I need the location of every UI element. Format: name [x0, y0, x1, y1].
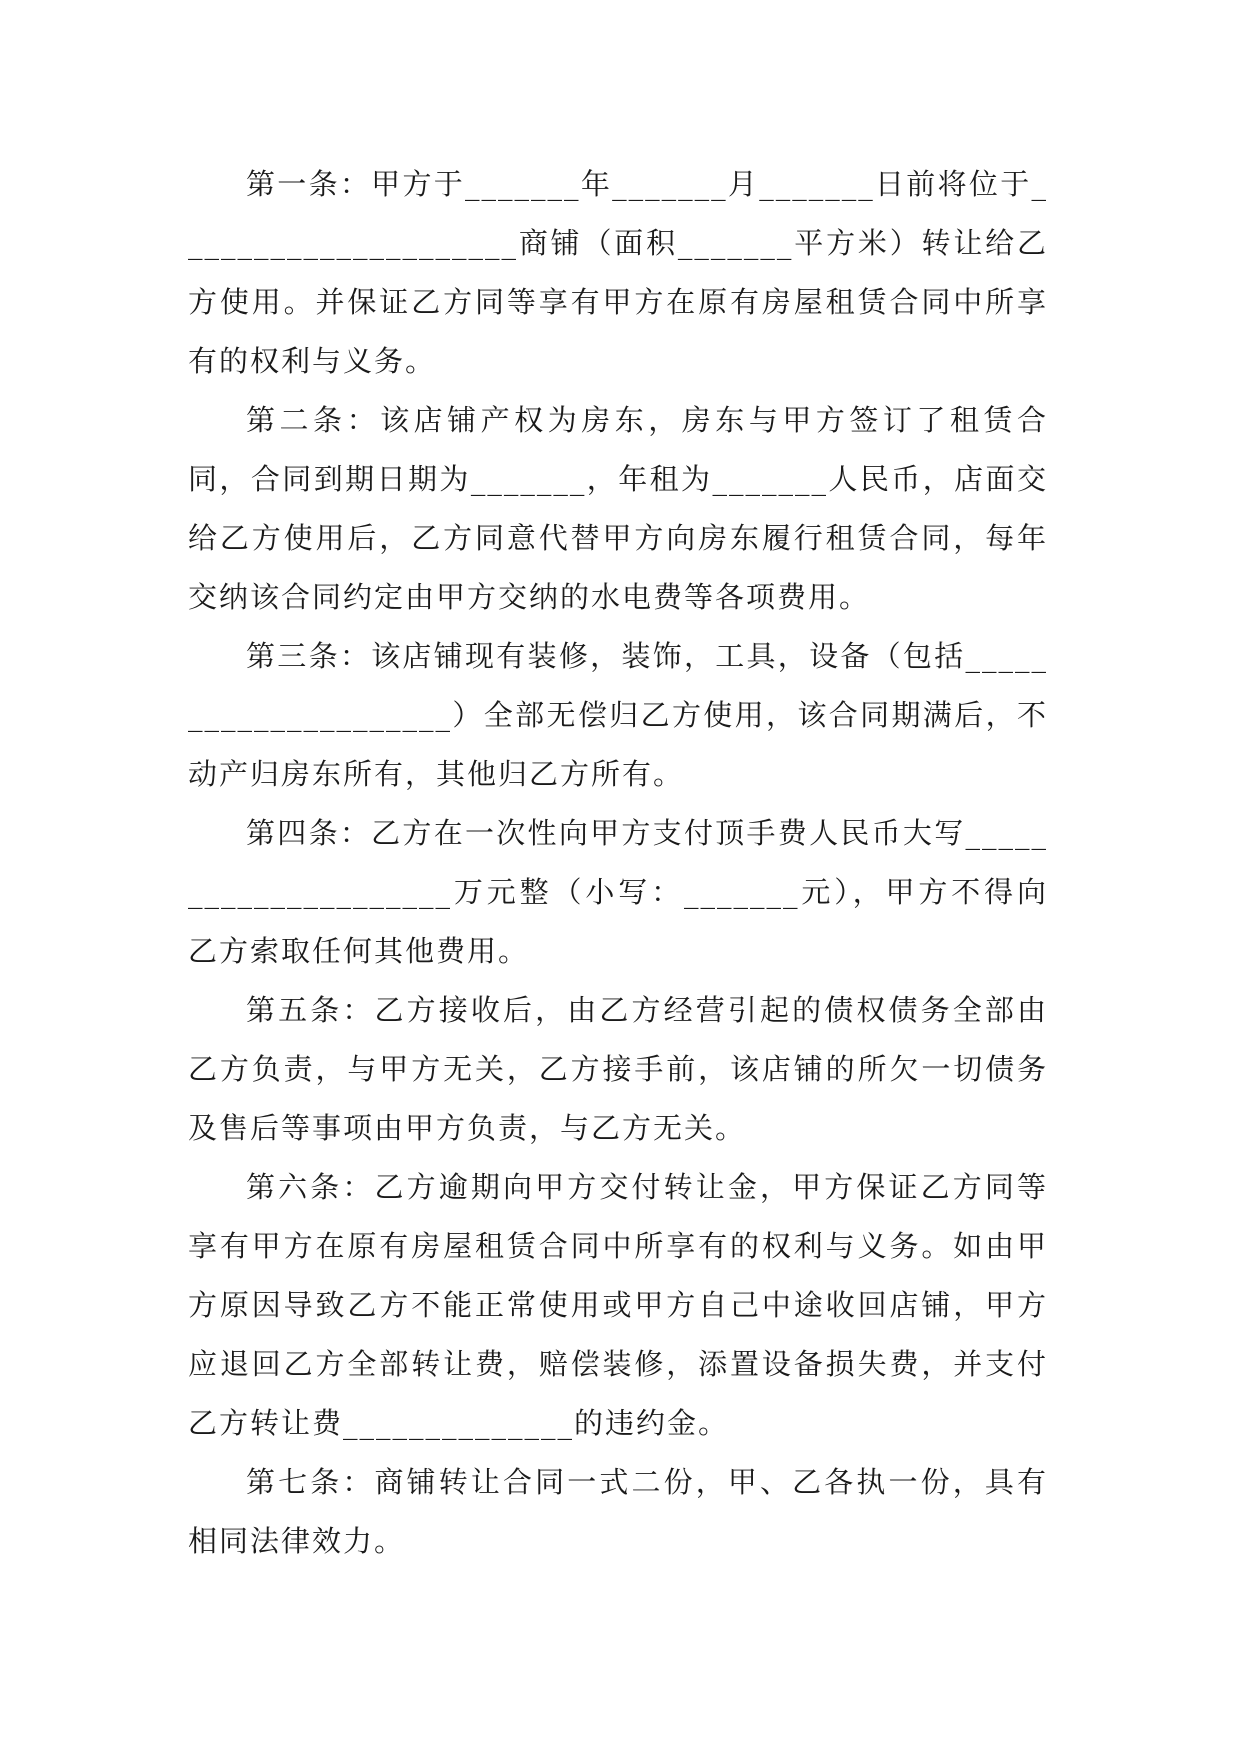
clause-7: 第七条：商铺转让合同一式二份，甲、乙各执一份，具有相同法律效力。 [188, 1465, 1048, 1558]
clause-5: 第五条：乙方接收后，由乙方经营引起的债权债务全部由乙方负责，与甲方无关，乙方接手前，该店铺的所欠一切债务及售后等事项由甲方负责，与乙方无关。 [188, 993, 1048, 1145]
clause-3: 第三条：该店铺现有装修，装饰，工具，设备（包括_____________________）全部无偿归乙方使用，该合同期满后，不动产归房东所有，其他归乙方所有。 [188, 639, 1048, 791]
document-body [188, 155, 1048, 1571]
clause-6: 第六条：乙方逾期向甲方交付转让金，甲方保证乙方同等享有甲方在原有房屋租赁合同中所享有的权利与义务。如由甲方原因导致乙方不能正常使用或甲方自己中途收回店铺，甲方应退回乙方全部转让费，赔偿装修，添置设备损失费，并支付乙方转让费______________的违约金。 [188, 1170, 1048, 1440]
clause-1: 第一条：甲方于_______年_______月_______日前将位于_____________________商铺（面积_______平方米）转让给乙方使用。并保证乙方同等享有甲方在原有房屋租赁合同中所享有的权利与义务。 [188, 167, 1048, 378]
clause-2: 第二条：该店铺产权为房东，房东与甲方签订了租赁合同，合同到期日期为_______，年租为_______人民币，店面交给乙方使用后，乙方同意代替甲方向房东履行租赁合同，每年交纳该合同约定由甲方交纳的水电费等各项费用。 [188, 403, 1048, 614]
clause-4: 第四条：乙方在一次性向甲方支付顶手费人民币大写_____________________万元整（小写：_______元），甲方不得向乙方索取任何其他费用。 [188, 816, 1048, 968]
